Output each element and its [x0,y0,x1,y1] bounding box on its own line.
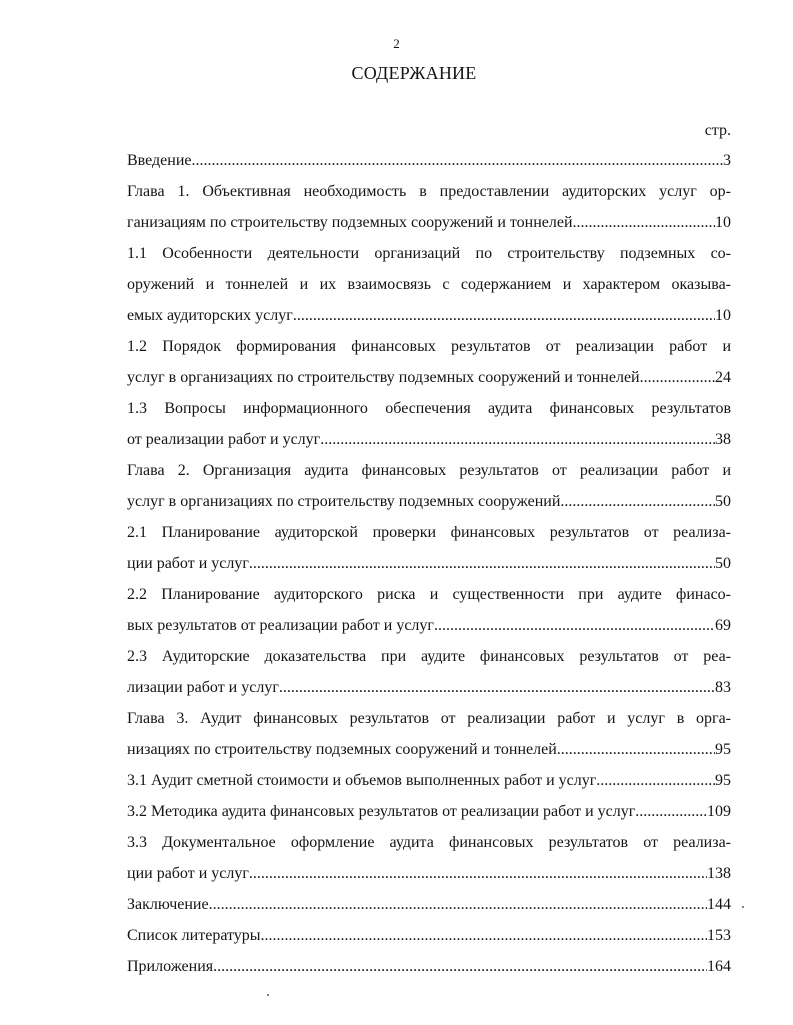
toc-entry-page-number: 153 [707,927,731,944]
toc-entry-last-line [127,424,731,455]
toc-entry-title: Заключение [127,896,209,913]
toc-entry [127,331,731,393]
toc-entry-line: Глава 1. Объективная необходимость в предоставлении аудиторских услуг ор- [127,183,731,200]
toc-entry-page-number: 144 [707,896,731,913]
toc-entry [127,703,731,765]
toc-entry-title: Введение [127,152,192,169]
dot-leader [434,610,715,641]
toc-entry-title: ции работ и услуг [127,865,249,882]
toc-entry-line: 3.3 Документальное оформление аудита финансовых результатов от реализа- [127,834,731,851]
toc-entry-line: Глава 3. Аудит финансовых результатов от реализации работ и услуг в орга- [127,710,731,727]
toc-entry-page-number: 50 [715,555,731,572]
toc-entry-line: Глава 2. Организация аудита финансовых результатов от реализации работ и [127,462,731,479]
toc-entry-last-line [127,207,731,238]
dot-leader [279,672,715,703]
toc-entry-last-line [127,889,731,920]
toc-entry-page-number: 83 [715,679,731,696]
toc-entry-page-number: 3 [723,152,731,169]
toc-entry-title: низациях по строительству подземных сооружений и тоннелей [127,741,557,758]
toc-entry [127,579,731,641]
toc-entry-title: услуг в организациях по строительству подземных сооружений и тоннелей [127,369,640,386]
dot-leader [557,734,715,765]
scan-speck [742,906,744,908]
toc-entry-title: емых аудиторских услуг [127,307,293,324]
toc-entry [127,238,731,331]
toc-entry-last-line [127,734,731,765]
toc-entry-page-number: 24 [715,369,731,386]
toc-entry-title: ганизациям по строительству подземных сооружений и тоннелей [127,214,573,231]
toc-entry-last-line [127,920,731,951]
dot-leader [213,951,707,982]
toc-entry-title: 3.1 Аудит сметной стоимости и объемов выполненных работ и услуг [127,772,597,789]
dot-leader [192,145,724,176]
dot-leader [209,889,707,920]
toc-entry [127,951,731,982]
toc-entry-title: Список литературы [127,927,261,944]
dot-leader [573,207,715,238]
dot-leader [596,765,715,796]
toc-entry-last-line [127,951,731,982]
toc-entry-last-line [127,362,731,393]
toc-entry-line: 2.3 Аудиторские доказательства при аудите финансовых результатов от реа- [127,648,731,665]
table-of-contents [127,145,731,982]
toc-entry-title: вых результатов от реализации работ и услуг [127,617,434,634]
toc-entry [127,145,731,176]
toc-entry-last-line [127,672,731,703]
toc-entry-page-number: 69 [715,617,731,634]
toc-entry-last-line [127,486,731,517]
dot-leader [560,486,715,517]
page-title: СОДЕРЖАНИЕ [351,63,477,83]
toc-entry-page-number: 138 [707,865,731,882]
toc-entry [127,889,731,920]
toc-entry-line: 2.1 Планирование аудиторской проверки финансовых результатов от реализа- [127,524,731,541]
toc-entry-title: услуг в организациях по строительству подземных сооружений [127,493,561,510]
page-column-label: стр. [704,122,731,139]
toc-entry-last-line [127,145,731,176]
toc-entry-page-number: 95 [715,772,731,789]
dot-leader [320,424,715,455]
toc-entry-title: 3.2 Методика аудита финансовых результатов от реализации работ и услуг [127,803,636,820]
toc-entry-line: 1.3 Вопросы информационного обеспечения аудита финансовых результатов [127,400,731,417]
toc-entry [127,176,731,238]
toc-entry-last-line [127,858,731,889]
toc-entry [127,765,731,796]
toc-entry-page-number: 50 [715,493,731,510]
dot-leader [640,362,715,393]
toc-entry-line: оружений и тоннелей и их взаимосвязь с содержанием и характером оказыва- [127,276,731,293]
dot-leader [249,548,715,579]
toc-entry-title: Приложения [127,958,214,975]
dot-leader [249,858,707,889]
toc-entry-page-number: 38 [715,431,731,448]
toc-entry [127,517,731,579]
toc-entry [127,827,731,889]
toc-entry-page-number: 95 [715,741,731,758]
page-number: 2 [393,36,400,51]
dot-leader [261,920,707,951]
toc-entry-line: 1.2 Порядок формирования финансовых результатов от реализации работ и [127,338,731,355]
toc-entry-page-number: 10 [715,307,731,324]
toc-entry-title: от реализации работ и услуг [127,431,321,448]
dot-leader [635,796,707,827]
toc-entry-last-line [127,300,731,331]
toc-entry [127,455,731,517]
toc-entry-last-line [127,796,731,827]
toc-entry-line: 1.1 Особенности деятельности организаций по строительству подземных со- [127,245,731,262]
toc-entry-page-number: 164 [707,958,731,975]
toc-entry [127,920,731,951]
toc-entry [127,641,731,703]
toc-entry-last-line [127,610,731,641]
scan-speck [267,994,269,996]
toc-entry [127,796,731,827]
toc-entry-title: ции работ и услуг [127,555,249,572]
toc-entry-line: 2.2 Планирование аудиторского риска и существенности при аудите финасо- [127,586,731,603]
toc-entry-last-line [127,548,731,579]
toc-entry-page-number: 10 [715,214,731,231]
toc-entry [127,393,731,455]
toc-entry-last-line [127,765,731,796]
dot-leader [293,300,715,331]
toc-entry-page-number: 109 [707,803,731,820]
toc-entry-title: лизации работ и услуг [127,679,279,696]
